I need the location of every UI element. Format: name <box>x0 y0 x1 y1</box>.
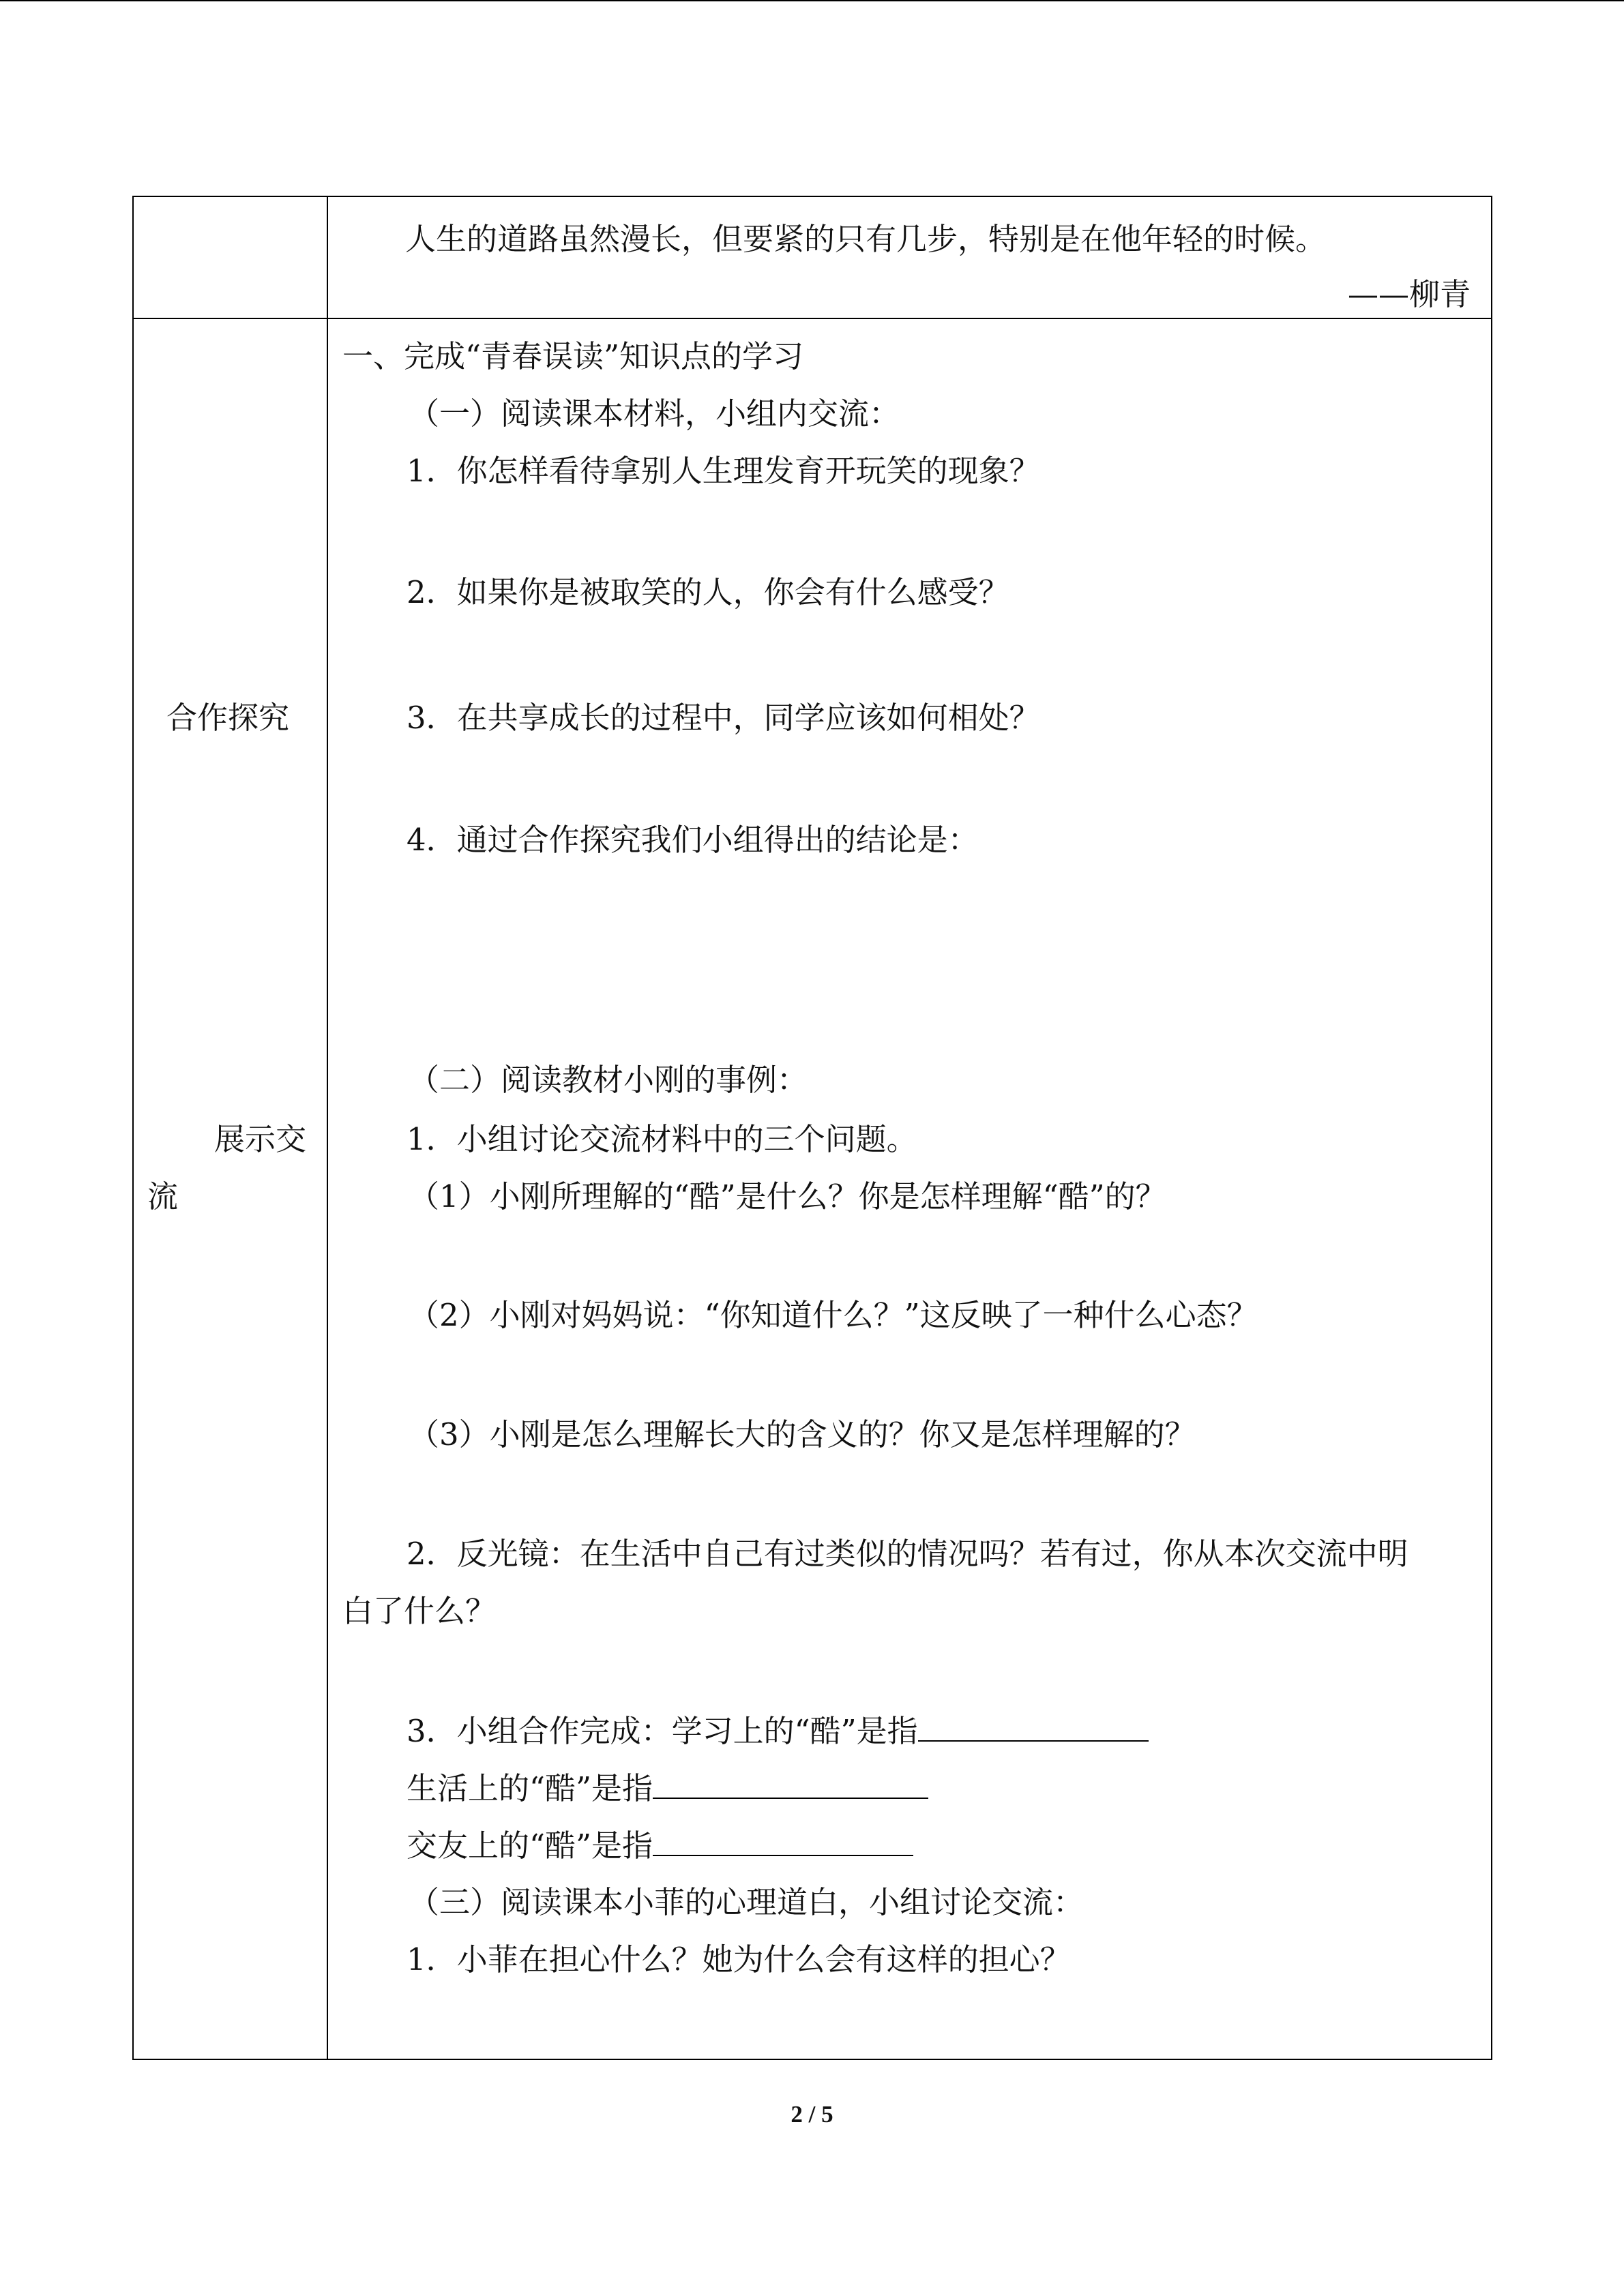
part1-question-4: 4．通过合作探究我们小组得出的结论是： <box>407 822 979 858</box>
quote-text: 人生的道路虽然漫长，但要紧的只有几步，特别是在他年轻的时候。 <box>405 221 1327 257</box>
page-top-border <box>0 0 1624 1</box>
part2-sub-question-3: （3）小刚是怎么理解长大的含义的？你又是怎样理解的？ <box>409 1416 1196 1452</box>
part1-title: （一）阅读课本材料，小组内交流： <box>409 396 900 432</box>
study-cool-blank[interactable] <box>918 1710 1149 1742</box>
label-cooperate-explore: 合作探究 <box>166 700 290 736</box>
friend-cool-label: 交友上的“酷”是指 <box>407 1828 653 1864</box>
part1-question-3: 3．在共享成长的过程中，同学应该如何相处？ <box>407 700 1040 736</box>
part2-question-2-line1: 2．反光镜：在生活中自己有过类似的情况吗？若有过，你从本次交流中明 <box>407 1536 1408 1572</box>
part2-title: （二）阅读教材小刚的事例： <box>409 1062 808 1098</box>
row-divider <box>134 318 1491 319</box>
page-number: 2 / 5 <box>791 2101 833 2128</box>
part2-sub-question-2: （2）小刚对妈妈说：“你知道什么？”这反映了一种什么心态？ <box>409 1297 1258 1333</box>
column-divider <box>327 197 328 2059</box>
worksheet-table <box>132 196 1492 2060</box>
part2-question-1: 1．小组讨论交流材料中的三个问题。 <box>407 1121 917 1157</box>
part3-title: （三）阅读课本小菲的心理道白，小组讨论交流： <box>409 1884 1084 1920</box>
part2-question-2-line2: 白了什么？ <box>342 1593 497 1629</box>
part2-sub-question-1: （1）小刚所理解的“酷”是什么？你是怎样理解“酷”的？ <box>409 1178 1166 1214</box>
part2-question-3-life <box>407 1768 928 1808</box>
label-show-exchange-line1: 展示交 <box>214 1121 307 1157</box>
label-show-exchange-line2: 流 <box>147 1178 179 1214</box>
life-cool-label: 生活上的“酷”是指 <box>407 1770 653 1806</box>
friend-cool-blank[interactable] <box>653 1825 913 1856</box>
life-cool-blank[interactable] <box>653 1768 928 1799</box>
part1-question-2: 2．如果你是被取笑的人，你会有什么感受？ <box>407 574 1009 610</box>
part1-question-1: 1．你怎样看待拿别人生理发育开玩笑的现象？ <box>407 453 1040 489</box>
part3-question-1: 1．小菲在担心什么？她为什么会有这样的担心？ <box>407 1941 1071 1978</box>
quote-author: ——柳青 <box>1348 276 1471 312</box>
study-cool-label: 3．小组合作完成：学习上的“酷”是指 <box>407 1713 918 1749</box>
part2-question-3-friend <box>407 1825 913 1865</box>
section-heading: 一、完成“青春误读”知识点的学习 <box>342 338 804 374</box>
part2-question-3-study <box>407 1710 1149 1750</box>
